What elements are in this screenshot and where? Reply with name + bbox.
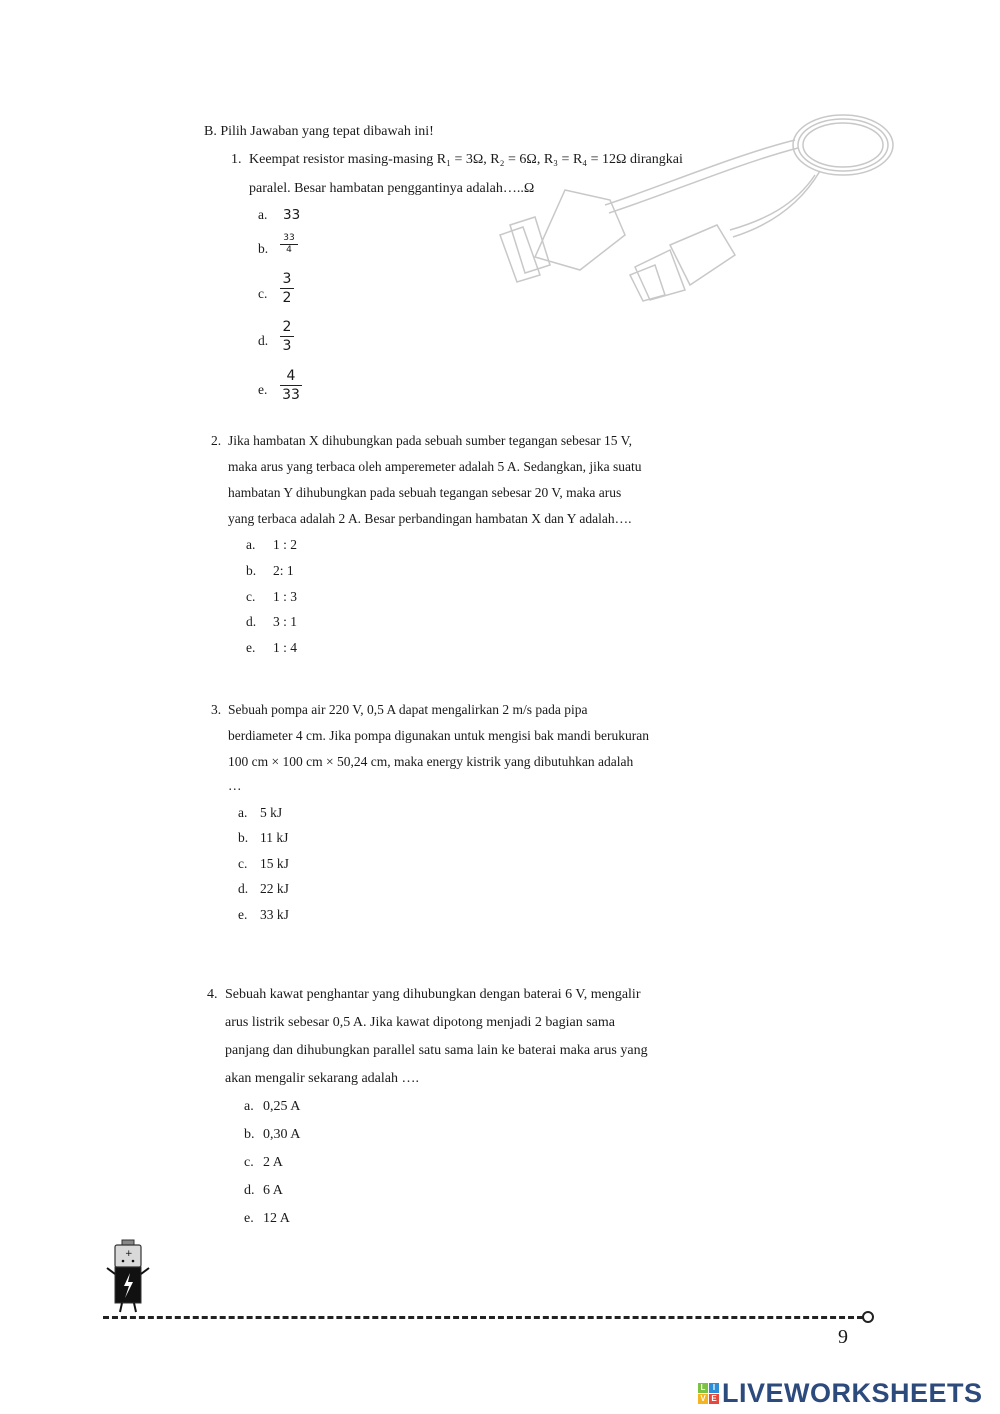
q4-option-a-label: a. [244, 1099, 254, 1114]
q3-option-c-value: 15 kJ [260, 856, 289, 871]
q3-option-e-label: e. [238, 907, 248, 922]
q3-option-a-value: 5 kJ [260, 805, 283, 820]
q1-option-e-denominator: 33 [282, 387, 300, 403]
q4-option-e-value: 12 A [263, 1211, 290, 1226]
q2-option-b-label: b. [246, 563, 257, 578]
section-heading: B. Pilih Jawaban yang tepat dibawah ini! [204, 124, 434, 139]
logo-letter-i: I [709, 1383, 719, 1393]
q1-option-d-fraction [280, 318, 294, 355]
q3-option-e-value: 33 kJ [260, 907, 289, 922]
question-2-line-4: yang terbaca adalah 2 A. Besar perbandingan hambatan X dan Y adalah…. [228, 511, 632, 526]
footer-rule-end-circle [862, 1311, 874, 1323]
usb-cable-illustration [495, 95, 905, 305]
q3-option-d-label: d. [238, 881, 249, 896]
q4-option-e-label: e. [244, 1211, 254, 1226]
q1-option-d-denominator: 3 [282, 338, 292, 354]
q1-option-b-fraction [280, 233, 298, 256]
q4-option-b-label: b. [244, 1127, 255, 1142]
svg-text:+: + [125, 1249, 133, 1259]
question-2-line-3: hambatan Y dihubungkan pada sebuah tegangan sebesar 20 V, maka arus [228, 485, 622, 500]
q1-option-b-numerator: 33 [283, 233, 295, 243]
q1-option-c-label: c. [258, 286, 268, 301]
q1-option-b-denominator: 4 [286, 245, 292, 255]
q1-option-e-numerator: 4 [286, 368, 296, 384]
q1-option-e-label: e. [258, 382, 268, 397]
q1-option-a-label: a. [258, 207, 268, 222]
q2-option-b-value: 2: 1 [273, 563, 294, 578]
q1-option-b-label: b. [258, 241, 269, 256]
question-3-line-1: Sebuah pompa air 220 V, 0,5 A dapat mengalirkan 2 m/s pada pipa [228, 702, 588, 717]
question-1-line-1: Keempat resistor masing-masing R₁ = 3Ω, R₂ = 6Ω, R₃ = R₄ = 12Ω dirangkai [249, 152, 683, 167]
q3-option-a-label: a. [238, 805, 248, 820]
q4-option-c-value: 2 A [263, 1155, 283, 1170]
q1-option-e-fraction [280, 367, 302, 404]
q4-option-b-value: 0,30 A [263, 1127, 301, 1142]
q2-option-a-label: a. [246, 537, 256, 552]
q1-option-c-fraction [280, 270, 294, 307]
q2-option-e-label: e. [246, 640, 256, 655]
q4-option-d-label: d. [244, 1183, 255, 1198]
question-3-line-2: berdiameter 4 cm. Jika pompa digunakan untuk mengisi bak mandi berukuran [228, 728, 650, 743]
question-3-line-3: 100 cm × 100 cm × 50,24 cm, maka energy kistrik yang dibutuhkan adalah [228, 754, 634, 769]
battery-mascot-icon [104, 1238, 152, 1314]
q4-option-d-value: 6 A [263, 1183, 283, 1198]
question-4-number: 4. [207, 987, 218, 1002]
q4-option-c-label: c. [244, 1155, 254, 1170]
liveworksheets-logo-icon [698, 1383, 719, 1404]
logo-letter-e: E [709, 1394, 719, 1404]
q2-option-e-value: 1 : 4 [273, 640, 298, 655]
q4-option-a-value: 0,25 A [263, 1099, 301, 1114]
q3-option-c-label: c. [238, 856, 248, 871]
q1-option-a-value: 33 [283, 207, 301, 223]
page-number: 9 [838, 1326, 848, 1348]
q2-option-d-label: d. [246, 614, 257, 629]
question-4-line-4: akan mengalir sekarang adalah …. [225, 1071, 419, 1086]
q3-option-d-value: 22 kJ [260, 881, 289, 896]
brand-name: LIVEWORKSHEETS [722, 1378, 983, 1408]
q1-option-c-denominator: 2 [282, 290, 292, 306]
logo-letter-l: L [698, 1383, 708, 1393]
question-1-number: 1. [231, 152, 242, 167]
q2-option-d-value: 3 : 1 [273, 614, 298, 629]
question-4-line-3: panjang dan dihubungkan parallel satu sama lain ke baterai maka arus yang [225, 1043, 648, 1058]
question-4-line-1: Sebuah kawat penghantar yang dihubungkan dengan baterai 6 V, mengalir [225, 987, 641, 1002]
footer-dashed-rule [103, 1316, 863, 1319]
logo-letter-v: V [698, 1394, 708, 1404]
q1-option-c-numerator: 3 [282, 271, 292, 287]
liveworksheets-brand[interactable] [698, 1378, 983, 1409]
q2-option-c-value: 1 : 3 [273, 589, 298, 604]
question-4-line-2: arus listrik sebesar 0,5 A. Jika kawat dipotong menjadi 2 bagian sama [225, 1015, 615, 1030]
q2-option-a-value: 1 : 2 [273, 537, 298, 552]
question-2-line-2: maka arus yang terbaca oleh amperemeter adalah 5 A. Sedangkan, jika suatu [228, 459, 642, 474]
q2-option-c-label: c. [246, 589, 256, 604]
question-2-line-1: Jika hambatan X dihubungkan pada sebuah sumber tegangan sebesar 15 V, [228, 433, 633, 448]
question-2-number: 2. [211, 433, 222, 448]
q1-option-d-numerator: 2 [282, 319, 292, 335]
q1-option-d-label: d. [258, 333, 269, 348]
q3-option-b-value: 11 kJ [260, 830, 289, 845]
question-3-line-4: … [228, 778, 242, 793]
question-1-line-2: paralel. Besar hambatan penggantinya adalah…..Ω [249, 181, 535, 196]
question-3-number: 3. [211, 702, 222, 717]
q3-option-b-label: b. [238, 830, 249, 845]
